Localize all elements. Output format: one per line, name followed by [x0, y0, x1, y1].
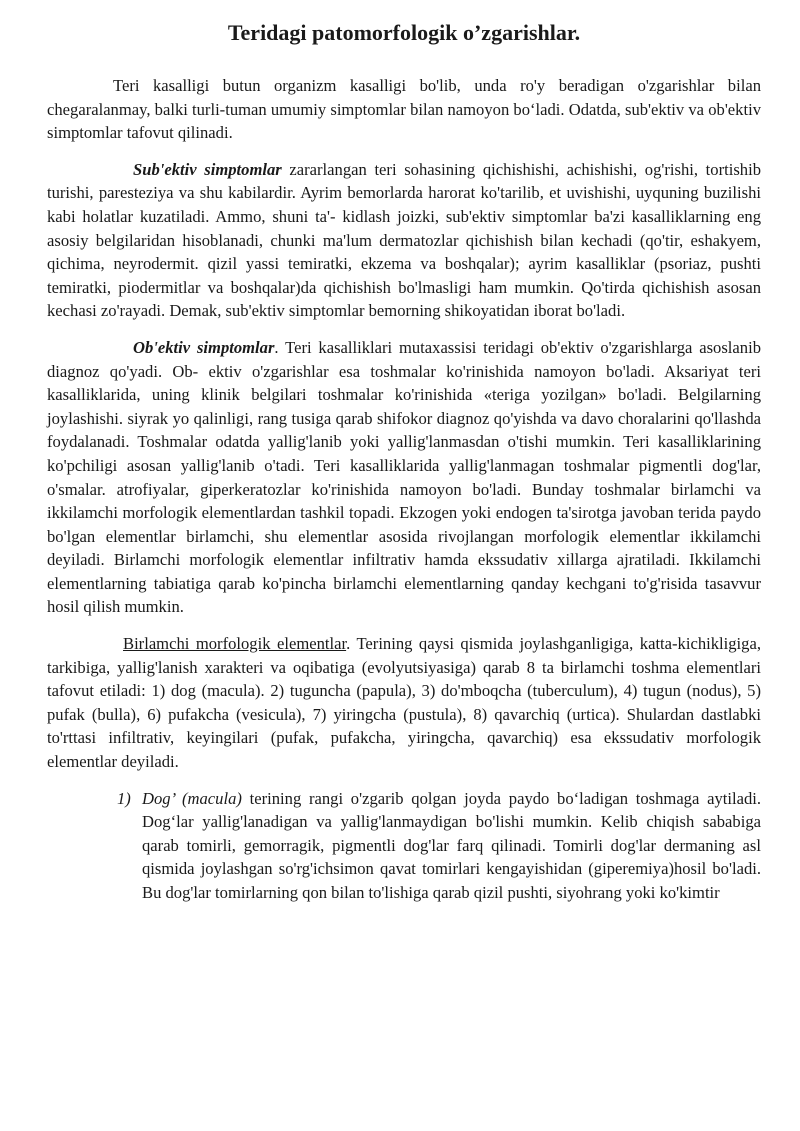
- subjective-symptoms-text: zararlangan teri sohasining qichishishi, achishishi, og'rishi, tortishib turishi, paresteziya va shu kabilardir. Ayrim bemorlarda harorat ko'tarilib, et uvishishi, uyquning buzilishi kabi holatlar kuzatiladi. Ammo, shuni ta'- kidlash joizki, sub'ektiv simptomlar ba'zi kasalliklarning eng asosiy belgilaridan hisoblanadi, chunki ma'lum dermatozlar qichishish bilan kechadi (qo'tir, eshakyem, qichima, neyrodermit. qizil yassi temiratki, ekzema va boshqalar); ayrim kasalliklar (psoriaz, pushti temiratki, piodermitlar va boshqalar)da qichishish bo'lmasligi ham mumkin. Qo'tirda qichishish asosan kechasi zo'rayadi. Demak, sub'ektiv simptomlar bemorning shikoyatidan iborat bo'ladi.: [47, 159, 761, 321]
- objective-symptoms-term: Ob'ektiv simptomlar: [133, 337, 275, 357]
- primary-elements-term: Birlamchi morfologik elementlar: [123, 634, 347, 654]
- list-item: [117, 787, 761, 905]
- intro-paragraph: Teri kasalligi butun organizm kasalligi bo'lib, unda ro'y beradigan o'zgarishlar bilan chegaralanmay, balki turli-tuman umumiy simptomlar bilan namoyon bo‘ladi. Odatda, sub'ektiv va ob'ektiv simptomlar tafovut qilinadi.: [47, 76, 761, 143]
- objective-symptoms-text: . Teri kasalliklari mutaxassisi teridagi ob'ektiv o'zgarishlarga asoslanib diagnoz qo'yadi. Ob- ektiv o'zgarishlar esa toshmalar ko'rinishida namoyon bo'ladi. Aksariyat teri kasalliklarida, uning klinik belgilari toshmalar ko'rinishida «teriga yozilgan» bo'ladi. Belgilarning joylashishi. siyrak yo qalinligi, rang tusiga qarab shifokor diagnoz qo'yishda va davo choralarini qo'llashda foydalanadi. Toshmalar odatda yallig'lanib yoki yallig'lanmasdan o'tishi mumkin. Teri kasalliklarining ko'pchiligi asosan yallig'lanib o'tadi. Teri kasalliklarida yallig'lanmagan toshmalar pigmentli dog'lar, o'smalar. atrofiyalar, giperkeratozlar ko'rinishida namoyon bo'ladi. Bunday toshmalar birlamchi va ikkilamchi morfologik elementlardan tashkil topadi. Ekzogen yoki endogen ta'sirotga javoban terida paydo bo'lgan elementlar birlamchi, shu elementlar asosida rivojlangan morfologik elementlar ikkilamchi deyiladi. Birlamchi morfologik elementlar infiltrativ hamda ekssudativ xillarga ajratiladi. Ikkilamchi elementlarning tabiatiga qarab ko'pincha birlamchi elementlarning qanday kechgani to'g'risida tasavvur hosil qilish mumkin.: [47, 337, 761, 617]
- subjective-symptoms-term: Sub'ektiv simptomlar: [133, 159, 282, 179]
- primary-elements-text: . Terining qaysi qismida joylashganligiga, katta-kichikligiga, tarkibiga, yallig'lanish xarakteri va oqibatiga (evolyutsiyasiga) qarab 8 ta birlamchi toshma elementlari tafovut etiladi: 1) dog (macula). 2) tuguncha (papula), 3) do'mboqcha (tuberculum), 4) tugun (nodus), 5) pufak (bulla), 6) pufakcha (vesicula), 7) yiringcha (pustula), 8) qavarchiq (urtica). Shulardan dastlabki to'rttasi infiltrativ, keyingilari (pufak, pufakcha, yiringcha, qavarchiq) esa ekssudativ morfologik elementlar deyiladi.: [47, 634, 761, 772]
- subjective-symptoms-paragraph: [47, 158, 761, 323]
- page-title: Teridagi patomorfologik o’zgarishlar.: [227, 20, 581, 45]
- list-item-text: terining rangi o'zgarib qolgan joyda paydo bo‘ladigan toshmaga aytiladi. Dog‘lar yallig'lanadigan va yallig'lanmaydigan bo'lishi mumkin. Kelib chiqish sababiga qarab tomirli, gemorragik, pigmentli dog'lar farq qilinadi. Tomirli dog'lar dermaning asl qismida joylashgan so'rg'ichsimon qavat tomirlari kengayishidan (giperemiya)hosil bo'ladi. Bu dog'lar tomirlarning qon bilan to'lishiga qarab qizil pushti, siyohrang yoki ko'kimtir: [142, 788, 761, 902]
- list-item-number: 1): [117, 788, 131, 808]
- primary-elements-paragraph: [47, 632, 761, 774]
- elements-list: [117, 787, 761, 905]
- list-item-term: Dog’ (macula): [142, 788, 242, 808]
- document-page: [47, 18, 761, 905]
- objective-symptoms-paragraph: [47, 336, 761, 619]
